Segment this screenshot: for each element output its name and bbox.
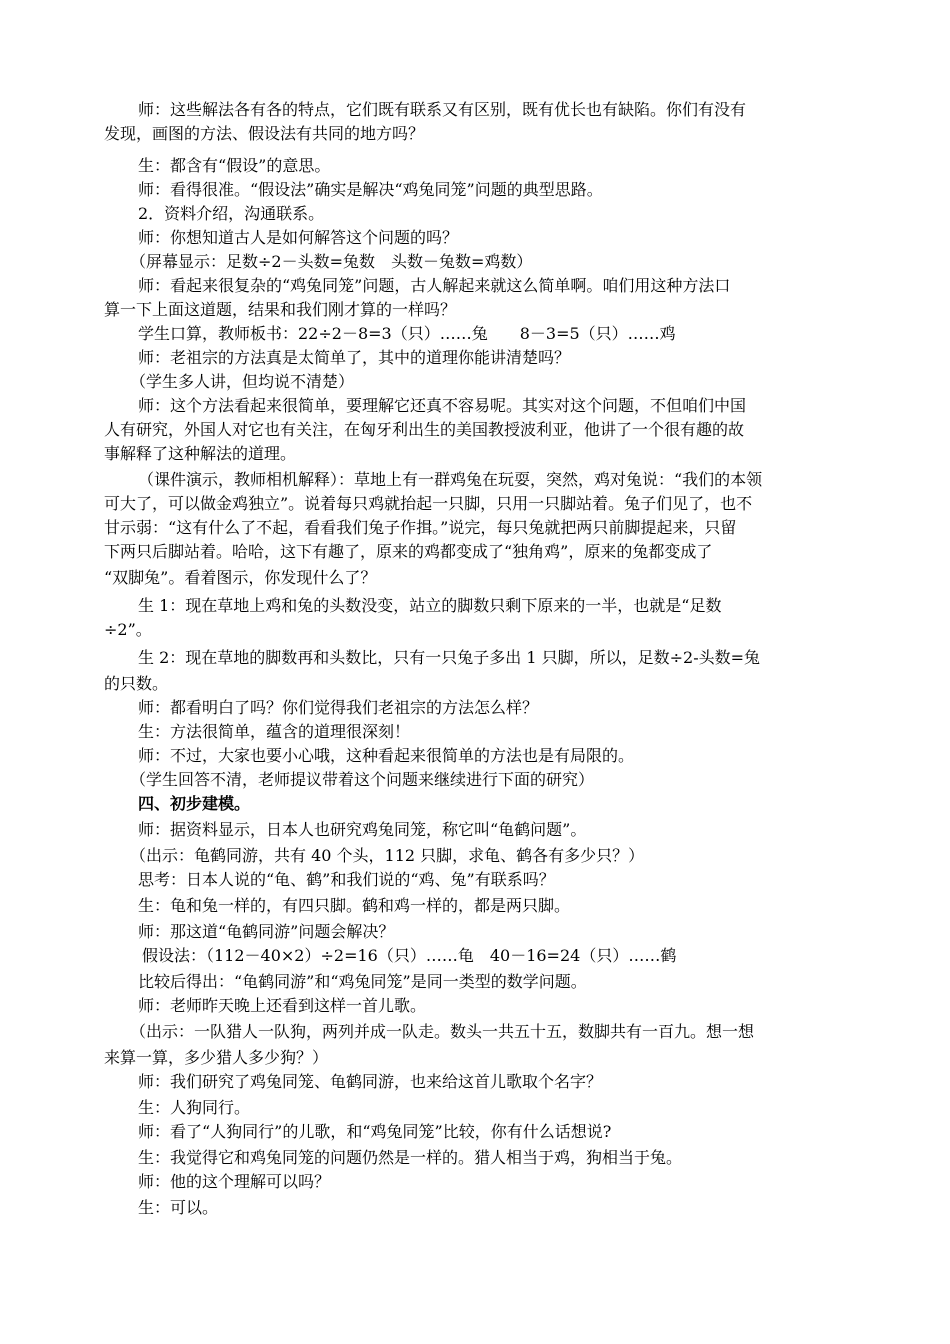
text-line: 生：我觉得它和鸡兔同笼的问题仍然是一样的。猎人相当于鸡，狗相当于兔。 [138,1148,683,1167]
text-line: 生：人狗同行。 [138,1098,251,1117]
text-line: 学生口算，教师板书：22÷2－8=3（只）……兔 8－3=5（只）……鸡 [138,324,676,343]
text-line: 师：据资料显示，日本人也研究鸡兔同笼，称它叫“龟鹤问题”。 [138,820,587,839]
text-line: 生：可以。 [138,1198,219,1217]
text-line: 2．资料介绍，沟通联系。 [138,204,325,223]
text-line: 师：看起来很复杂的“鸡兔同笼”问题，古人解起来就这么简单啊。咱们用这种方法口 [138,276,731,295]
text-line: 的只数。 [104,674,169,693]
text-line: 师：看得很准。“假设法”确实是解决“鸡兔同笼”问题的典型思路。 [138,180,603,199]
text-line: 师：看了“人狗同行”的儿歌，和“鸡兔同笼”比较，你有什么话想说? [138,1122,612,1141]
text-line: 师：都看明白了吗？你们觉得我们老祖宗的方法怎么样？ [138,698,539,717]
text-line: 事解释了这种解法的道理。 [104,444,297,463]
text-line: 师：这个方法看起来很简单，要理解它还真不容易呢。其实对这个问题，不但咱们中国 [138,396,747,415]
text-line: 假设法：（112－40×2）÷2=16（只）……龟 40－16=24（只）……鹤 [142,946,677,965]
text-line: （出示：龟鹤同游，共有 40 个头，112 只脚，求龟、鹤各有多少只？） [130,846,645,865]
text-line: “双脚兔”。看着图示，你发现什么了？ [104,568,377,587]
text-line: （屏幕显示：足数÷2－头数=兔数 头数－兔数=鸡数） [130,252,533,271]
text-line: （学生多人讲，但均说不清楚） [130,372,355,391]
text-line: （学生回答不清，老师提议带着这个问题来继续进行下面的研究） [130,770,595,789]
text-line: 生：都含有“假设”的意思。 [138,156,331,175]
text-line: 师：不过，大家也要小心哦，这种看起来很简单的方法也是有局限的。 [138,746,635,765]
text-line: 师：你想知道古人是如何解答这个问题的吗？ [138,228,459,247]
text-line: 可大了，可以做金鸡独立”。说着每只鸡就抬起一只脚，只用一只脚站着。兔子们见了，也不 [104,494,753,513]
text-line: 发现，画图的方法、假设法有共同的地方吗？ [104,124,425,143]
text-line: （课件演示，教师相机解释）：草地上有一群鸡兔在玩耍，突然，鸡对兔说：“我们的本领 [138,470,763,489]
text-line: 师：老祖宗的方法真是太简单了，其中的道理你能讲清楚吗？ [138,348,571,367]
text-line: ÷2”。 [104,620,152,639]
text-line: 师：他的这个理解可以吗？ [138,1172,331,1191]
text-line: 师：那这道“龟鹤同游”问题会解决？ [138,922,395,941]
text-line: 思考：日本人说的“龟、鹤”和我们说的“鸡、兔”有联系吗？ [138,870,555,889]
text-line: 算一下上面这道题，结果和我们刚才算的一样吗？ [104,300,457,319]
text-line: 师：我们研究了鸡兔同笼、龟鹤同游，也来给这首儿歌取个名字？ [138,1072,603,1091]
text-line: 下两只后脚站着。哈哈，这下有趣了，原来的鸡都变成了“独角鸡”，原来的兔都变成了 [104,542,713,561]
text-line: 来算一算，多少猎人多少狗？） [104,1048,329,1067]
text-line: 四、初步建模。 [138,794,251,813]
text-line: 生 2：现在草地的脚数再和头数比，只有一只兔子多出 1 只脚，所以，足数÷2-头数=兔 [138,648,761,667]
text-line: 甘示弱：“这有什么了不起，看看我们兔子作揖。”说完，每只兔就把两只前脚提起来，只留 [104,518,737,537]
text-line: 比较后得出：“龟鹤同游”和“鸡兔同笼”是同一类型的数学问题。 [138,972,587,991]
text-line: 人有研究，外国人对它也有关注，在匈牙利出生的美国教授波利亚，他讲了一个很有趣的故 [104,420,745,439]
text-line: 生：方法很简单，蕴含的道理很深刻！ [138,722,411,741]
text-line: （出示：一队猎人一队狗，两列并成一队走。数头一共五十五，数脚共有一百九。想一想 [130,1022,755,1041]
text-line: 生 1：现在草地上鸡和兔的头数没变，站立的脚数只剩下原来的一半，也就是“足数 [138,596,722,615]
text-line: 师：老师昨天晚上还看到这样一首儿歌。 [138,996,427,1015]
text-line: 生：龟和兔一样的，有四只脚。鹤和鸡一样的，都是两只脚。 [138,896,571,915]
text-line: 师：这些解法各有各的特点，它们既有联系又有区别，既有优长也有缺陷。你们有没有 [138,100,747,119]
